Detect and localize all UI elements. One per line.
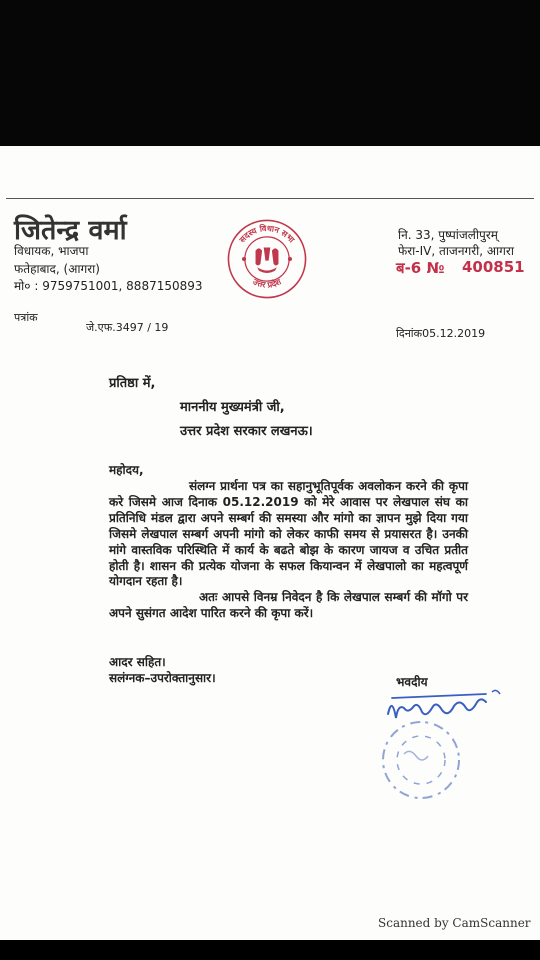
letterhead-constituency: फतेहाबाद, (आगरा) (14, 262, 100, 276)
letter-date: दिनांक05.12.2019 (396, 327, 486, 340)
svg-text:उत्तर प्रदेश (250, 276, 283, 290)
camscanner-watermark: Scanned by CamScanner (378, 916, 531, 930)
top-dark-band (0, 0, 540, 146)
closing-line: आदर सहित। (109, 655, 166, 669)
reference-number: जे.एफ.3497 / 19 (86, 321, 169, 334)
seal-top-text: सदस्य विधान सभा (237, 222, 297, 245)
serial-prefix: ब-6 № (396, 259, 445, 277)
body-paragraph-1: संलग्न प्रार्थना पत्र का सहानुभूतिपूर्वक अवलोकन करने की कृपा करे जिसमे आज दिनाक 05.12.2019 को मेरे आवास पर लेखपाल संघ का प्रतिनिधि मंडल द्वारा अपने सम्बर्ग की समस्या और मांगो का ज्ञापन मुझे दिया गया जिसमे लेखपाल सम्बर्ग अपनी मांगो को लेकर काफी समय से प्रयासरत है। उनकी मांगे वास्तविक परिस्थिति में कार्य के बढते बोझ के कारण जायज व उचित प्रतीत होती है। शासन की प्रत्येक योजना के सफल कियान्वन में लेखपालो का महत्वपूर्ण योगदान रहता है। (109, 479, 468, 589)
enclosure-line: सलंग्नक–उपरोक्तानुसार। (109, 671, 216, 685)
assembly-seal-logo (226, 218, 308, 300)
letterhead-designation: विधायक, भाजपा (14, 244, 89, 258)
body-paragraph-2: अतः आपसे विनम्र निवेदन है कि लेखपाल सम्बर्ग की मॉगो पर अपने सुसंगत आदेश पारित करने की कृपा करें। (109, 590, 468, 621)
recipient-prefix: प्रतिष्ठा में, (109, 376, 156, 391)
letterhead-address-line1: नि. 33, पुष्पांजलीपुरम् (398, 228, 498, 242)
letter-page (0, 146, 540, 940)
bottom-dark-band (0, 940, 540, 960)
seal-bottom-text: उत्तर प्रदेश (251, 276, 283, 290)
faded-stamp (366, 708, 476, 808)
recipient-title: माननीय मुख्यमंत्री जी, (180, 400, 285, 415)
patrank-label: पत्रांक (14, 311, 38, 324)
letterhead-address-line2: फेरा-IV, ताजनगरी, आगरा (398, 244, 514, 258)
recipient-office: उत्तर प्रदेश सरकार लखनऊ। (180, 424, 313, 439)
letterhead-top-rule (6, 198, 534, 199)
serial-number: 400851 (462, 258, 525, 276)
yours-faithfully: भवदीय (396, 675, 428, 689)
letterhead-mobile: मो० : 9759751001, 8887150893 (14, 279, 203, 293)
salutation: महोदय, (109, 463, 144, 477)
letter-body (109, 479, 468, 622)
letterhead-name: जितेन्द्र वर्मा (14, 215, 127, 246)
